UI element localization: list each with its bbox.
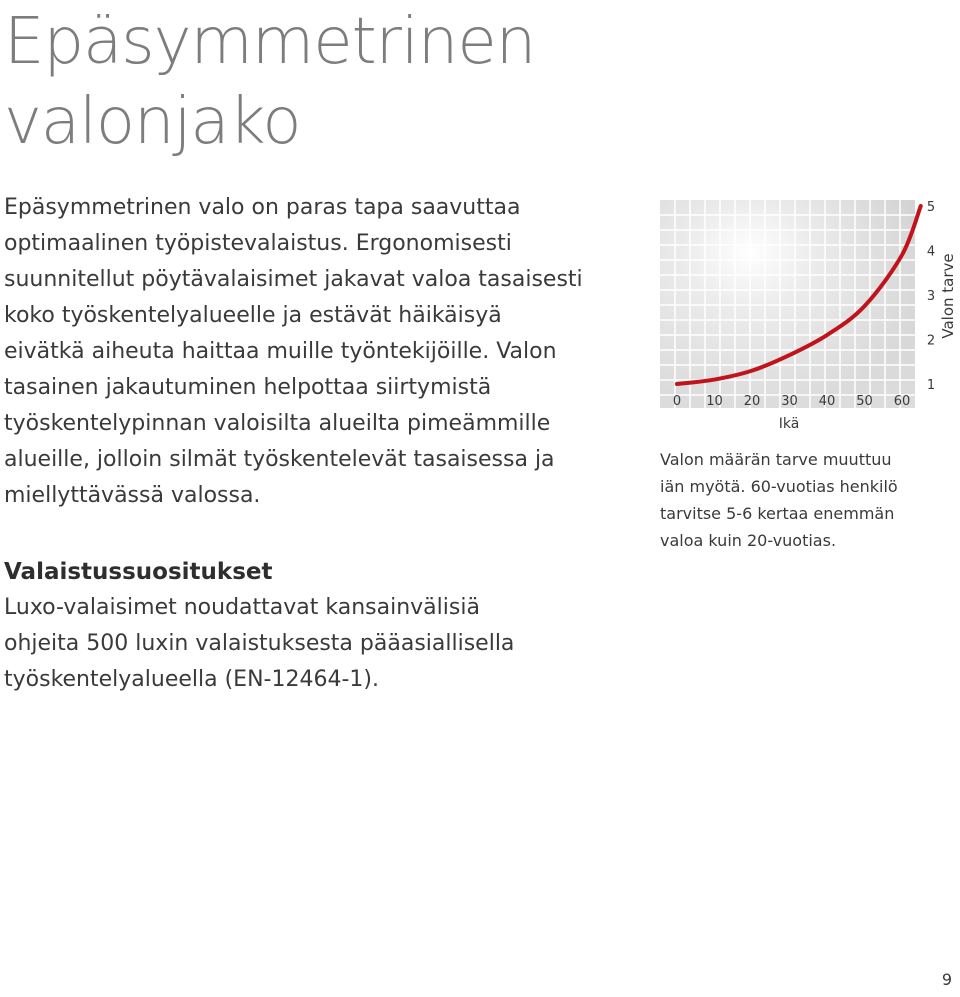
light-need-chart xyxy=(655,196,960,441)
page-title-line-2: valonjako xyxy=(4,85,301,159)
caption-line: Valon määrän tarve muuttuu xyxy=(660,450,892,469)
x-tick-label: 60 xyxy=(893,394,911,409)
light-need-chart-svg xyxy=(655,196,960,441)
x-tick-label: 40 xyxy=(818,394,836,409)
intro-line: koko työskentelyalueelle ja estävät häikäisyä xyxy=(4,303,502,328)
y-tick-label: 3 xyxy=(926,289,936,304)
intro-line: suunnitellut pöytävalaisimet jakavat valoa tasaisesti xyxy=(4,267,583,292)
y-axis-ticks xyxy=(927,200,935,393)
page-title xyxy=(4,2,535,162)
chart-caption xyxy=(660,446,898,554)
section-heading: Valaistussuositukset xyxy=(4,559,273,585)
y-tick-label: 5 xyxy=(926,200,936,215)
caption-line: tarvitse 5-6 kertaa enemmän xyxy=(660,504,895,523)
x-tick-label: 10 xyxy=(706,394,723,409)
y-axis-label: Valon tarve xyxy=(939,253,957,339)
x-tick-label: 30 xyxy=(781,394,798,409)
intro-line: alueille, jolloin silmät työskentelevät tasaisessa ja xyxy=(4,447,555,472)
intro-paragraph xyxy=(4,190,604,514)
page-number: 9 xyxy=(941,970,952,989)
intro-line: tasainen jakautuminen helpottaa siirtymistä xyxy=(4,375,492,400)
page-title-line-1: Epäsymmetrinen xyxy=(4,5,536,79)
intro-line: Epäsymmetrinen valo on paras tapa saavuttaa xyxy=(4,195,521,220)
caption-line: valoa kuin 20-vuotias. xyxy=(660,531,837,550)
x-tick-label: 20 xyxy=(743,394,761,409)
x-axis-label: Ikä xyxy=(778,416,800,432)
intro-line: miellyttävässä valossa. xyxy=(4,483,261,508)
y-tick-label: 2 xyxy=(926,333,936,349)
intro-line: työskentelypinnan valoisilta alueilta pimeämmille xyxy=(4,411,551,436)
intro-line: optimaalinen työpistevalaistus. Ergonomisesti xyxy=(4,231,512,256)
section-line: ohjeita 500 luxin valaistuksesta pääasiallisella xyxy=(4,631,515,656)
section-paragraph xyxy=(4,590,514,698)
chart-glow xyxy=(660,200,915,408)
section-line: työskentelyalueella (EN-12464-1). xyxy=(4,667,379,692)
x-tick-label: 0 xyxy=(672,394,682,409)
intro-line: eivätkä aiheuta haittaa muille työntekijöille. Valon xyxy=(4,339,557,364)
y-tick-label: 1 xyxy=(926,378,936,393)
x-tick-label: 50 xyxy=(856,394,873,409)
caption-line: iän myötä. 60-vuotias henkilö xyxy=(660,477,898,496)
y-tick-label: 4 xyxy=(926,244,936,260)
section-line: Luxo-valaisimet noudattavat kansainvälisiä xyxy=(4,595,480,620)
